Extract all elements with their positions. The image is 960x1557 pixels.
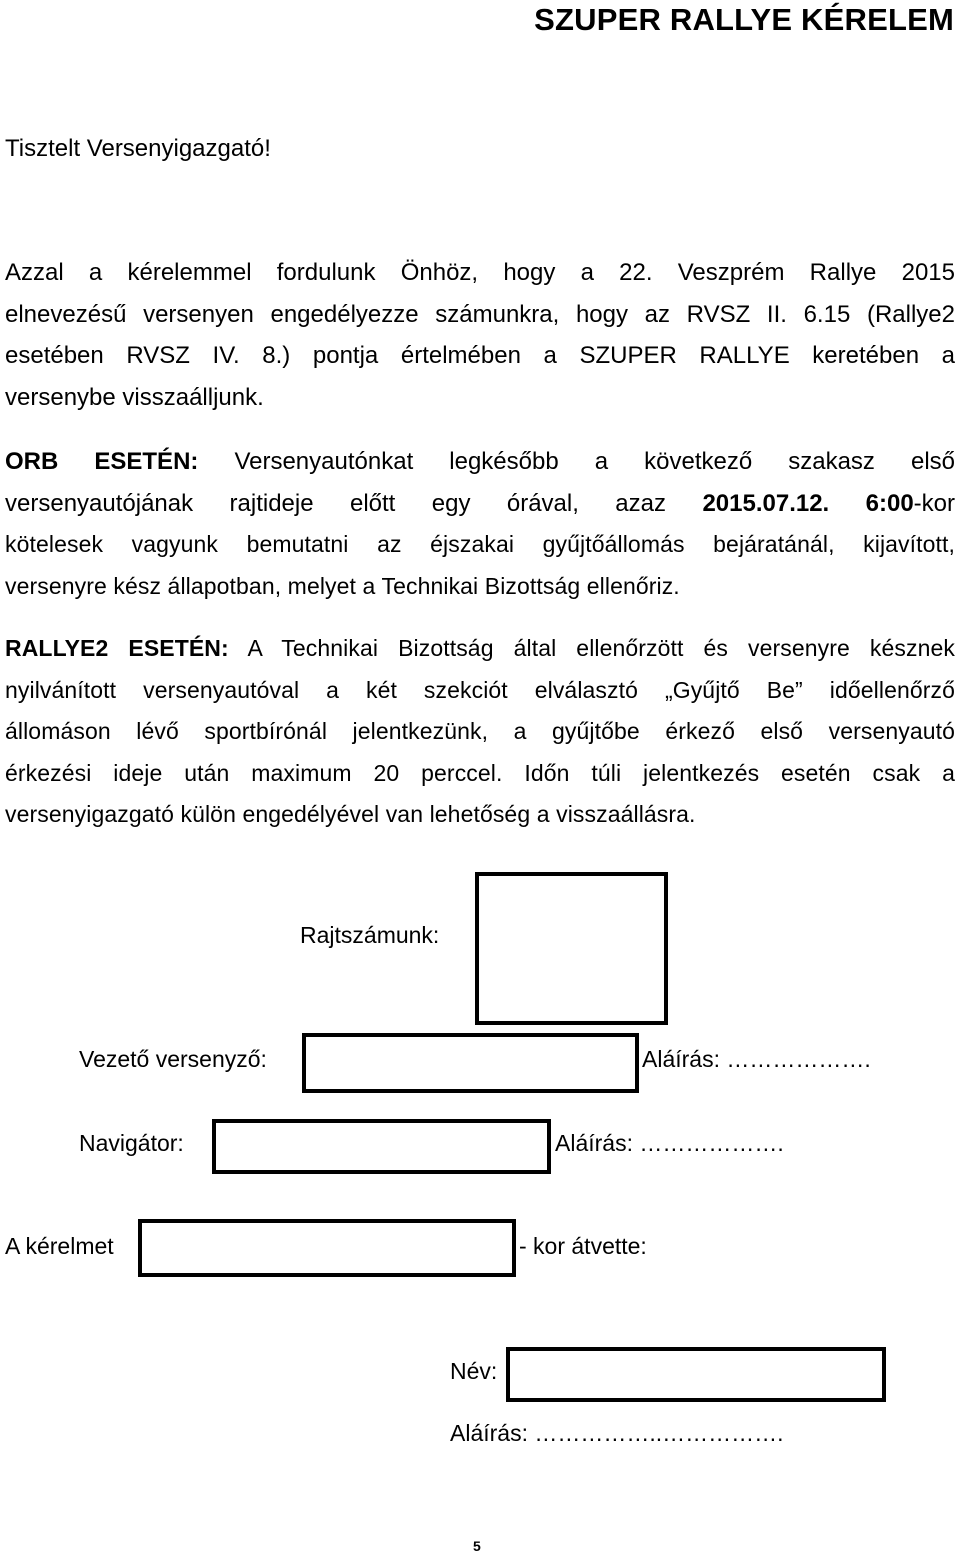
navigator-label: Navigátor: bbox=[79, 1130, 184, 1156]
intro-line: Azzal a kérelemmel fordulunk Önhöz, hogy a 22. Veszprém Rallye 2015 bbox=[5, 259, 955, 286]
salutation: Tisztelt Versenyigazgató! bbox=[5, 135, 271, 162]
intro-line: esetében RVSZ IV. 8.) pontja értelmében a SZUPER RALLYE keretében a bbox=[5, 342, 955, 369]
page-number: 5 bbox=[473, 1538, 481, 1554]
rallye2-line-3: állomáson lévő sportbírónál jelentkezünk, a gyűjtőbe érkező első versenyautó bbox=[5, 718, 955, 744]
rallye2-line-2: nyilvánított versenyautóval a két szekciót elválasztó „Gyűjtő Be” időellenőrző bbox=[5, 676, 955, 703]
intro-line: versenybe visszaálljunk. bbox=[5, 383, 264, 411]
navigator-name-field[interactable] bbox=[212, 1119, 551, 1174]
receiver-name-field[interactable] bbox=[506, 1347, 886, 1402]
orb-line-1-text: Versenyautónkat legkésőbb a következő szakasz első bbox=[234, 448, 955, 475]
request-prefix: A kérelmet bbox=[5, 1233, 114, 1259]
request-time-field[interactable] bbox=[138, 1219, 516, 1277]
rallye2-label: RALLYE2 ESETÉN: bbox=[5, 635, 229, 661]
orb-line-2-text: versenyautójának rajtideje előtt egy órával, azaz bbox=[5, 489, 667, 517]
rallye2-paragraph bbox=[5, 628, 955, 836]
request-received-label: - kor átvette: bbox=[519, 1233, 647, 1259]
receiver-name-label: Név: bbox=[450, 1358, 498, 1384]
orb-line-3: kötelesek vagyunk bemutatni az éjszakai gyűjtőállomás bejáratánál, kijavított, bbox=[5, 531, 955, 557]
rallye2-line-1 bbox=[5, 628, 955, 670]
orb-label: ORB ESETÉN: bbox=[5, 448, 199, 475]
orb-date-suffix: -kor bbox=[913, 489, 955, 517]
rallye2-line-1-text: A Technikai Bizottság által ellenőrzött és versenyre késznek bbox=[247, 635, 955, 661]
intro-line: elnevezésű versenyen engedélyezze számunkra, hogy az RVSZ II. 6.15 (Rallye2 bbox=[5, 300, 955, 328]
navigator-signature-line: Aláírás: ………………. bbox=[555, 1130, 784, 1156]
document-title: SZUPER RALLYE KÉRELEM bbox=[534, 2, 954, 37]
orb-line-4: versenyre kész állapotban, melyet a Technikai Bizottság ellenőriz. bbox=[5, 572, 680, 599]
orb-date-time: 2015.07.12. 6:00 bbox=[702, 489, 914, 517]
receiver-signature-line: Aláírás: ……………..……………. bbox=[450, 1420, 784, 1446]
driver-name-field[interactable] bbox=[302, 1033, 639, 1093]
orb-line-2 bbox=[5, 483, 955, 525]
rallye2-line-4: érkezési ideje után maximum 20 perccel. Időn túli jelentkezés esetén csak a bbox=[5, 759, 955, 786]
driver-signature-line: Aláírás: ………………. bbox=[642, 1046, 871, 1072]
start-number-label: Rajtszámunk: bbox=[300, 922, 440, 948]
intro-paragraph bbox=[5, 252, 955, 418]
orb-paragraph-continued bbox=[5, 524, 955, 607]
orb-line-1 bbox=[5, 441, 955, 483]
driver-label: Vezető versenyző: bbox=[79, 1046, 267, 1072]
rallye2-line-5: versenyigazgató külön engedélyével van lehetőség a visszaállásra. bbox=[5, 801, 696, 827]
start-number-box[interactable] bbox=[475, 872, 668, 1025]
orb-paragraph bbox=[5, 441, 955, 524]
orb-deadline bbox=[702, 490, 955, 517]
